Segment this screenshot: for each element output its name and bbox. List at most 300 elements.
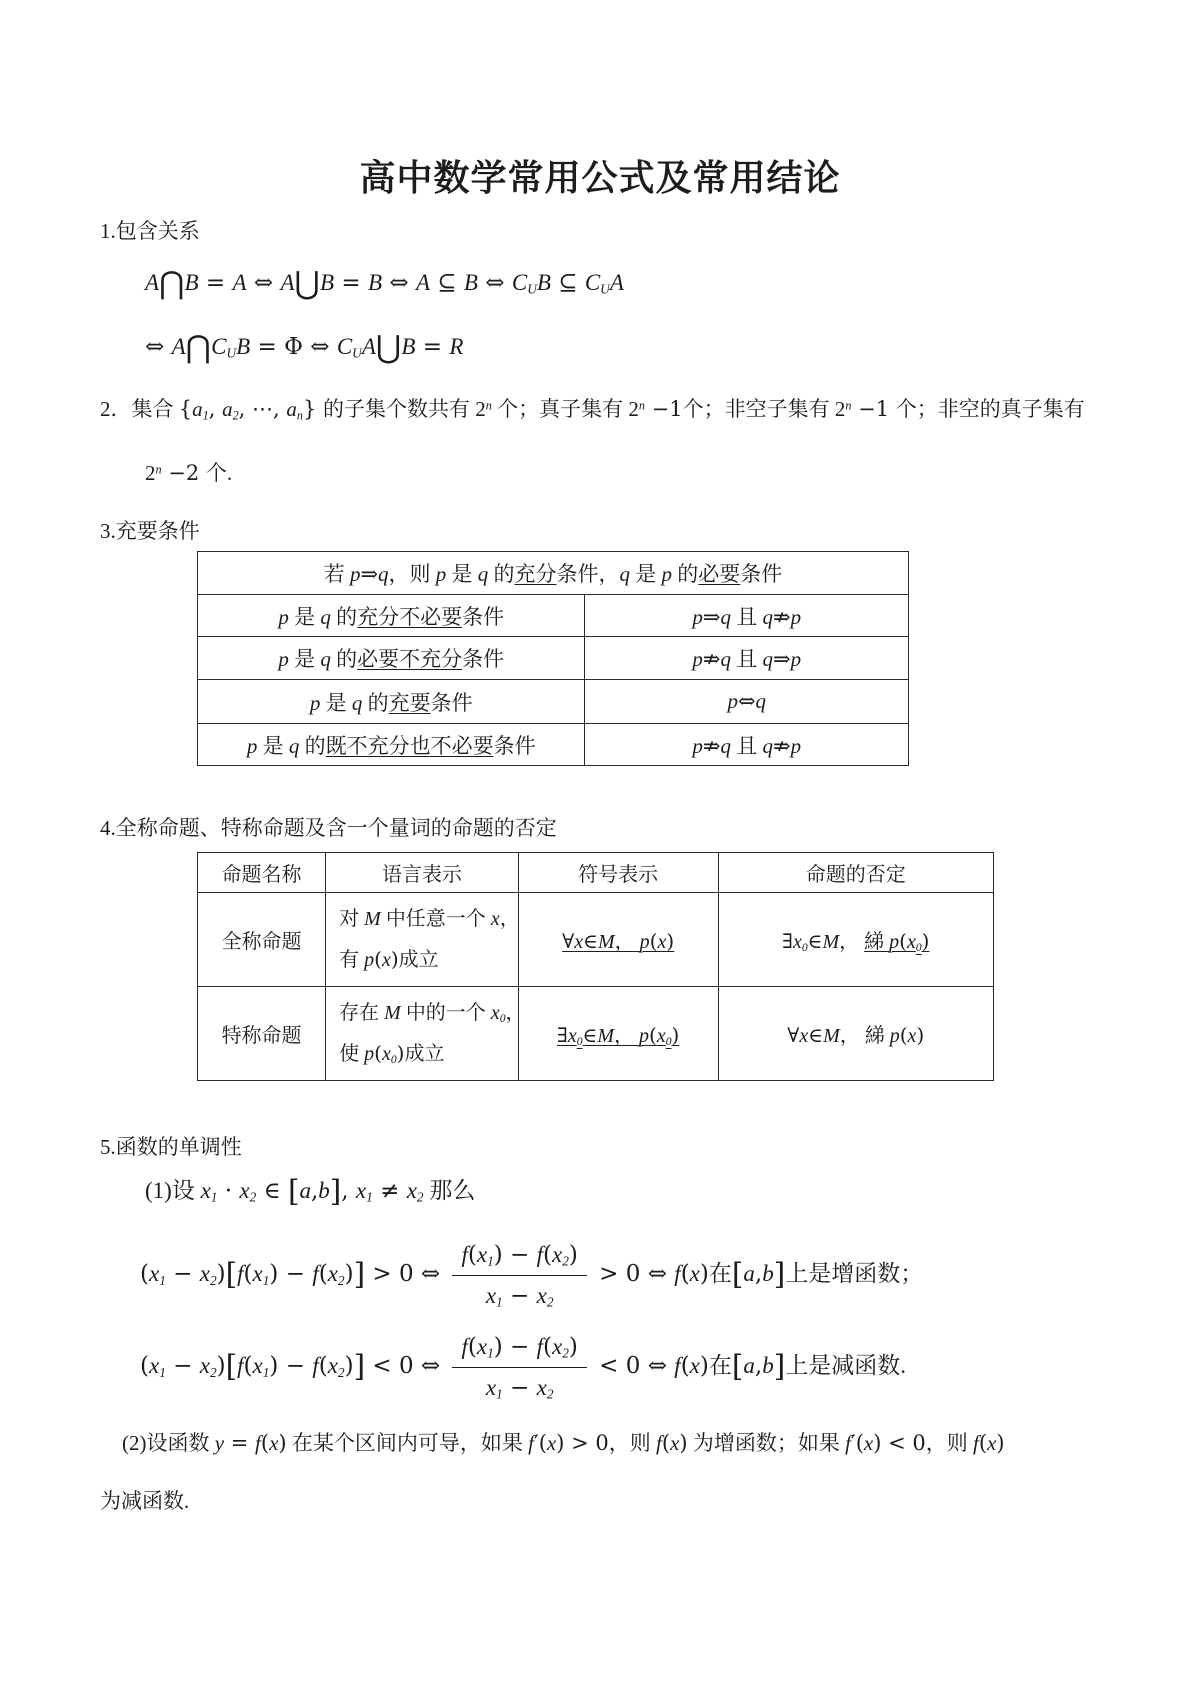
math-token: f — [312, 1261, 319, 1287]
math-token: ) — [269, 1261, 279, 1288]
math-token: A — [280, 270, 295, 295]
math-token: 2 — [337, 1272, 345, 1288]
math-token: ( — [243, 1353, 253, 1380]
table-cell — [198, 552, 909, 595]
math-token: 为减函数. — [100, 1489, 190, 1513]
math-token: q — [762, 733, 773, 758]
math-token: f — [461, 1242, 468, 1267]
math-token: y — [214, 1431, 225, 1455]
math-token: B — [401, 334, 416, 359]
sufficiency-conditions-table — [197, 551, 909, 766]
math-token: ′( — [533, 1431, 547, 1455]
math-token: ∀ — [562, 929, 575, 953]
math-token: 2 — [562, 1345, 569, 1361]
math-token: x — [906, 930, 916, 953]
math-token: ) — [390, 947, 399, 971]
math-token: ⇔ — [145, 334, 172, 360]
math-token: ， — [499, 908, 520, 930]
math-token: ，则 — [608, 1431, 656, 1455]
math-token: x — [552, 1334, 563, 1359]
math-token: −1 — [851, 397, 896, 421]
math-token: 的 — [362, 690, 389, 715]
math-token: f — [237, 1261, 244, 1287]
math-token: ( — [978, 1431, 988, 1455]
math-token: ) — [396, 1041, 405, 1065]
math-token: ∃ — [782, 928, 793, 953]
math-token: p — [692, 733, 703, 758]
math-token: x — [689, 1353, 700, 1379]
math-token: 0 — [499, 1012, 506, 1026]
math-token: ) − — [493, 1334, 537, 1360]
table-row — [198, 680, 909, 724]
table-row — [198, 893, 994, 987]
math-token: ( — [318, 1261, 328, 1288]
math-token: 0 — [665, 1035, 672, 1049]
math-token: x — [863, 1431, 874, 1455]
math-token: ( — [543, 1334, 552, 1360]
math-token: 1 — [496, 1295, 503, 1311]
math-token: x — [200, 1178, 211, 1203]
table-row — [198, 637, 909, 680]
math-token: x — [567, 1024, 577, 1047]
math-token: ⇔ — [737, 689, 756, 713]
math-token: ) — [996, 1431, 1005, 1455]
math-token: a — [192, 397, 203, 421]
math-token: − — [165, 1353, 200, 1380]
math-token: ) — [921, 928, 930, 953]
math-token: ) — [568, 1334, 578, 1360]
math-token: ∃ — [556, 1022, 568, 1047]
math-token: 对 — [339, 908, 365, 930]
math-token: x — [148, 1353, 160, 1379]
math-token: ) — [216, 1353, 226, 1380]
math-token: x — [536, 1375, 547, 1401]
math-token: f — [845, 1431, 851, 1455]
math-token: f — [674, 1261, 681, 1287]
math-token: x — [987, 1431, 997, 1455]
math-token: x — [490, 908, 500, 930]
math-token: M — [822, 930, 840, 953]
math-token: x — [689, 1261, 700, 1287]
math-token: x — [792, 930, 802, 953]
math-token: q — [720, 733, 731, 758]
math-token: 1 — [496, 1387, 503, 1403]
section-heading-5: 5.函数的单调性 — [100, 1135, 242, 1159]
math-token: b — [318, 1178, 330, 1203]
math-token: [ — [731, 1349, 744, 1384]
math-token: U — [352, 345, 362, 361]
math-token: ) — [344, 1353, 354, 1380]
formula-inclusion-line1 — [145, 266, 624, 300]
math-token: ( — [467, 1334, 477, 1360]
math-token: 为增函数；如果 — [687, 1431, 846, 1455]
table-cell — [585, 680, 909, 724]
math-token: U — [226, 345, 237, 361]
math-token: 2 — [546, 1295, 554, 1311]
math-token: , — [310, 1178, 319, 1204]
math-token: M — [597, 1024, 615, 1047]
math-token: p — [278, 647, 289, 671]
math-token: = — [198, 270, 233, 296]
math-token: , — [754, 1353, 763, 1380]
math-token: ⇏ — [772, 604, 791, 629]
math-token: x — [199, 1261, 210, 1287]
math-token: 成立 — [404, 1043, 445, 1065]
table-cell — [518, 893, 718, 987]
math-token: 上是减函数. — [785, 1353, 906, 1379]
math-token: x — [252, 1261, 263, 1287]
math-token: 1 — [262, 1272, 270, 1288]
math-token: ) > 0 — [556, 1431, 609, 1455]
section-heading-3: 3.充要条件 — [100, 519, 200, 543]
math-token: , — [341, 1178, 356, 1204]
math-token: f — [656, 1431, 662, 1455]
math-token: 綈 — [864, 930, 890, 953]
math-token: p — [278, 604, 289, 629]
math-token: U — [600, 281, 610, 297]
math-token: 2 — [232, 408, 239, 423]
math-token: f — [237, 1353, 244, 1379]
math-token: p — [246, 733, 258, 758]
math-token: 存在 — [339, 1002, 385, 1024]
derivative-paragraph-line2 — [100, 1486, 189, 1516]
section-heading-1: 1.包含关系 — [100, 219, 200, 243]
math-token: 1 — [487, 1345, 494, 1361]
math-token: p — [692, 647, 703, 671]
table-cell — [585, 595, 909, 637]
math-token: − — [502, 1283, 537, 1310]
math-token: , — [208, 397, 223, 421]
math-token: ( — [374, 1041, 382, 1065]
table-cell — [198, 724, 585, 766]
section-heading-4: 4.全称命题、特称命题及含一个量词的命题的否定 — [100, 816, 557, 840]
math-token: x — [148, 1261, 160, 1287]
math-token: 是 — [288, 604, 321, 629]
math-token: p — [309, 690, 321, 715]
math-token: , ⋯, — [238, 397, 287, 421]
math-token: x — [657, 931, 667, 953]
math-token: 使 — [339, 1043, 365, 1065]
math-token: 充分不必要 — [357, 604, 463, 629]
math-token: a — [299, 1178, 311, 1203]
math-token: 条件 — [462, 647, 505, 671]
math-token: { — [178, 397, 193, 421]
math-token: ， — [839, 930, 865, 953]
math-token: , — [754, 1261, 763, 1288]
math-token: 条件 — [462, 604, 505, 629]
math-token: 在某个区间内可导，如果 — [286, 1431, 529, 1455]
math-token: [ — [225, 1257, 238, 1292]
math-token: ⋃ — [294, 265, 320, 302]
math-token: f — [972, 1431, 979, 1455]
math-token: ， — [614, 931, 640, 953]
math-token: − — [278, 1353, 313, 1380]
math-token: p — [639, 1024, 650, 1047]
math-token: ( — [140, 1353, 149, 1380]
math-token: B — [184, 270, 199, 295]
cell-line — [339, 899, 520, 939]
math-token: a — [743, 1353, 755, 1379]
math-token: x — [239, 1178, 250, 1203]
cell-line — [339, 1033, 512, 1074]
math-token: ⇒ — [702, 604, 721, 629]
table-cell — [198, 680, 585, 724]
math-token: 的 — [488, 562, 515, 586]
math-token: M — [597, 931, 615, 953]
math-token: R — [449, 334, 464, 359]
math-token: A — [415, 270, 430, 295]
math-token: 若 — [323, 562, 350, 586]
math-token: x — [327, 1353, 338, 1379]
math-token: ， 綈 — [839, 1025, 890, 1047]
math-token: f — [528, 1431, 534, 1455]
math-token: ∀ — [787, 1023, 800, 1047]
math-token: x — [574, 931, 584, 953]
table-cell — [326, 987, 526, 1081]
math-token: ) — [916, 1023, 925, 1047]
table-cell — [198, 595, 585, 637]
math-token: x — [381, 949, 391, 971]
math-token: q — [720, 604, 731, 629]
math-token: 上是增函数； — [785, 1261, 924, 1287]
math-token: M — [384, 1002, 401, 1024]
math-token: 有 — [339, 949, 365, 971]
math-token: ， — [614, 1024, 640, 1047]
math-token: x — [546, 1431, 557, 1455]
math-token: ] — [353, 1257, 366, 1292]
table-cell — [585, 637, 909, 680]
math-token: 中的一个 — [400, 1002, 491, 1024]
math-token: 0 — [576, 1035, 583, 1049]
math-token: − — [278, 1261, 313, 1288]
math-token: 2 — [416, 1189, 424, 1205]
math-token: ( — [140, 1261, 149, 1288]
column-header: 符号表示 — [518, 853, 718, 893]
table-cell — [518, 987, 718, 1081]
math-token: ⇔ — [477, 270, 512, 296]
math-token: ∈ — [807, 928, 823, 953]
cell-line — [339, 993, 526, 1033]
math-token: ) — [666, 929, 675, 953]
math-token: B — [463, 270, 478, 295]
math-token: x — [536, 1283, 547, 1309]
math-token: = — [334, 270, 368, 296]
math-token: 0 — [801, 941, 808, 955]
math-token: ≠ — [372, 1178, 407, 1204]
math-token: q — [762, 604, 773, 629]
math-token: q — [378, 562, 389, 586]
math-token: (2)设函数 — [122, 1431, 215, 1455]
math-token: x — [252, 1353, 263, 1379]
math-token: ( — [467, 1242, 477, 1268]
math-token: ∈ — [256, 1178, 288, 1204]
math-token: p — [889, 930, 900, 953]
math-token: x — [552, 1242, 563, 1267]
math-token: x — [199, 1353, 210, 1379]
math-token: 1 — [202, 408, 209, 423]
math-token: a — [222, 397, 233, 421]
math-token: x — [381, 1043, 391, 1065]
math-token: ] — [773, 1349, 786, 1384]
math-token: x — [799, 1025, 809, 1047]
table-cell — [326, 893, 519, 987]
math-token: ( — [899, 1023, 908, 1047]
math-token: p — [790, 604, 802, 629]
math-token: 2 — [210, 1272, 217, 1288]
math-token: ⊆ — [550, 270, 585, 296]
math-token: A — [609, 270, 624, 295]
math-token: = — [415, 334, 450, 360]
formula-decreasing — [140, 1330, 906, 1406]
table-row — [198, 552, 909, 595]
math-token: 且 — [730, 647, 763, 671]
table-cell — [585, 724, 909, 766]
math-token: 2 — [546, 1387, 554, 1403]
math-token: B — [236, 334, 251, 359]
math-token: ( — [680, 1261, 690, 1288]
math-token: ] — [773, 1257, 786, 1292]
fraction — [452, 1330, 586, 1406]
table-row — [198, 987, 994, 1081]
math-token: ) — [568, 1242, 578, 1268]
table-cell: 特称命题 — [198, 987, 326, 1081]
table-row — [198, 595, 909, 637]
math-token: b — [762, 1353, 774, 1379]
math-token: p — [661, 562, 673, 586]
math-token: ( — [543, 1242, 552, 1268]
math-token: } — [302, 397, 324, 421]
math-token: −2 — [161, 461, 206, 485]
math-token: ] — [353, 1349, 366, 1384]
math-token: 1 — [366, 1189, 373, 1205]
math-token: 是 — [320, 690, 352, 715]
math-token: ) < 0 — [873, 1431, 926, 1455]
column-header: 命题名称 — [198, 853, 326, 893]
math-token: x — [269, 1431, 279, 1455]
math-token: 是 — [288, 647, 321, 671]
math-token: x — [656, 1024, 666, 1047]
math-token: 条件 — [493, 733, 536, 758]
math-token: ∈ — [583, 929, 598, 953]
math-token: A — [171, 334, 186, 359]
math-token: ) — [278, 1431, 287, 1455]
math-token: 1 — [159, 1364, 166, 1380]
math-token: B — [320, 270, 335, 295]
math-token: x — [485, 1375, 497, 1401]
math-token: p — [790, 733, 802, 758]
math-token: 个；真子集有 — [491, 397, 629, 421]
math-token: f — [536, 1334, 544, 1359]
column-header: 命题的否定 — [718, 853, 993, 893]
math-token: ) — [699, 1261, 709, 1288]
math-token: −1 — [644, 397, 683, 421]
math-token: f — [461, 1334, 468, 1359]
math-token: p — [349, 562, 361, 586]
math-token: ( — [260, 1431, 270, 1455]
math-token: x — [476, 1334, 488, 1359]
math-token: (1)设 — [145, 1178, 201, 1203]
math-token: A — [361, 334, 376, 359]
math-token: n — [296, 408, 303, 423]
formula-inclusion-line2 — [145, 330, 463, 364]
math-token: ⇔ — [246, 270, 281, 296]
math-token: 1 — [487, 1253, 494, 1269]
math-token: M — [823, 1025, 840, 1047]
math-token: 1 — [159, 1272, 166, 1288]
math-token: ) — [671, 1022, 680, 1047]
math-token: 个；非空的真子集有 — [895, 397, 1085, 421]
math-token: f — [255, 1431, 261, 1455]
math-token: x — [485, 1283, 497, 1309]
monotonicity-setup-line — [145, 1174, 475, 1208]
math-token: x — [327, 1261, 338, 1287]
math-token: ( — [649, 929, 658, 953]
math-token: p — [435, 562, 447, 586]
math-token: B — [536, 270, 551, 295]
math-token: ) — [269, 1353, 279, 1380]
math-token: = — [224, 1431, 256, 1455]
math-token: 中任意一个 — [380, 908, 491, 930]
math-token: C — [584, 270, 601, 295]
math-token: 充要 — [388, 690, 431, 715]
math-token: · — [217, 1178, 240, 1204]
math-token: 的 — [672, 562, 699, 586]
math-token: b — [762, 1261, 774, 1287]
math-token: 2 — [834, 397, 846, 421]
table-cell — [198, 637, 585, 680]
math-token: [ — [225, 1349, 238, 1384]
math-token: ) — [344, 1261, 354, 1288]
math-token: ∈ — [808, 1023, 824, 1047]
math-token: = Φ ⇔ — [250, 334, 337, 360]
math-token: 2 — [145, 461, 156, 485]
math-token: a — [743, 1261, 755, 1287]
math-token: ) — [699, 1353, 709, 1380]
math-token: 且 — [730, 733, 763, 758]
math-token: p — [692, 604, 703, 629]
math-token: [ — [287, 1173, 300, 1208]
math-token: f — [674, 1353, 681, 1379]
math-token: ′( — [850, 1431, 864, 1455]
math-token: A — [232, 270, 247, 295]
math-token: C — [336, 334, 353, 359]
math-token: ， — [505, 1002, 526, 1024]
math-token: p — [727, 689, 738, 713]
math-token: U — [527, 281, 537, 297]
math-token: ⋂ — [185, 329, 212, 366]
formula-increasing — [140, 1238, 923, 1314]
math-token: 在 — [708, 1353, 732, 1379]
math-token: ∈ — [582, 1022, 598, 1047]
math-token: 是 — [446, 562, 478, 586]
derivative-paragraph-line1 — [122, 1428, 1005, 1458]
table-cell — [718, 893, 993, 987]
math-token: 2 — [562, 1253, 569, 1269]
math-token: p — [364, 949, 375, 971]
math-token: 2 — [337, 1364, 345, 1380]
table-row — [198, 853, 994, 893]
math-token: n — [485, 398, 492, 413]
math-token: ) — [216, 1261, 226, 1288]
math-token: ( — [899, 928, 907, 953]
math-token: f — [536, 1242, 544, 1267]
math-token: n — [638, 398, 645, 413]
math-token: ( — [318, 1353, 328, 1380]
math-token: 必要 — [698, 562, 741, 586]
math-token: C — [211, 334, 227, 359]
math-token: M — [364, 908, 381, 930]
math-token: − — [165, 1261, 200, 1288]
